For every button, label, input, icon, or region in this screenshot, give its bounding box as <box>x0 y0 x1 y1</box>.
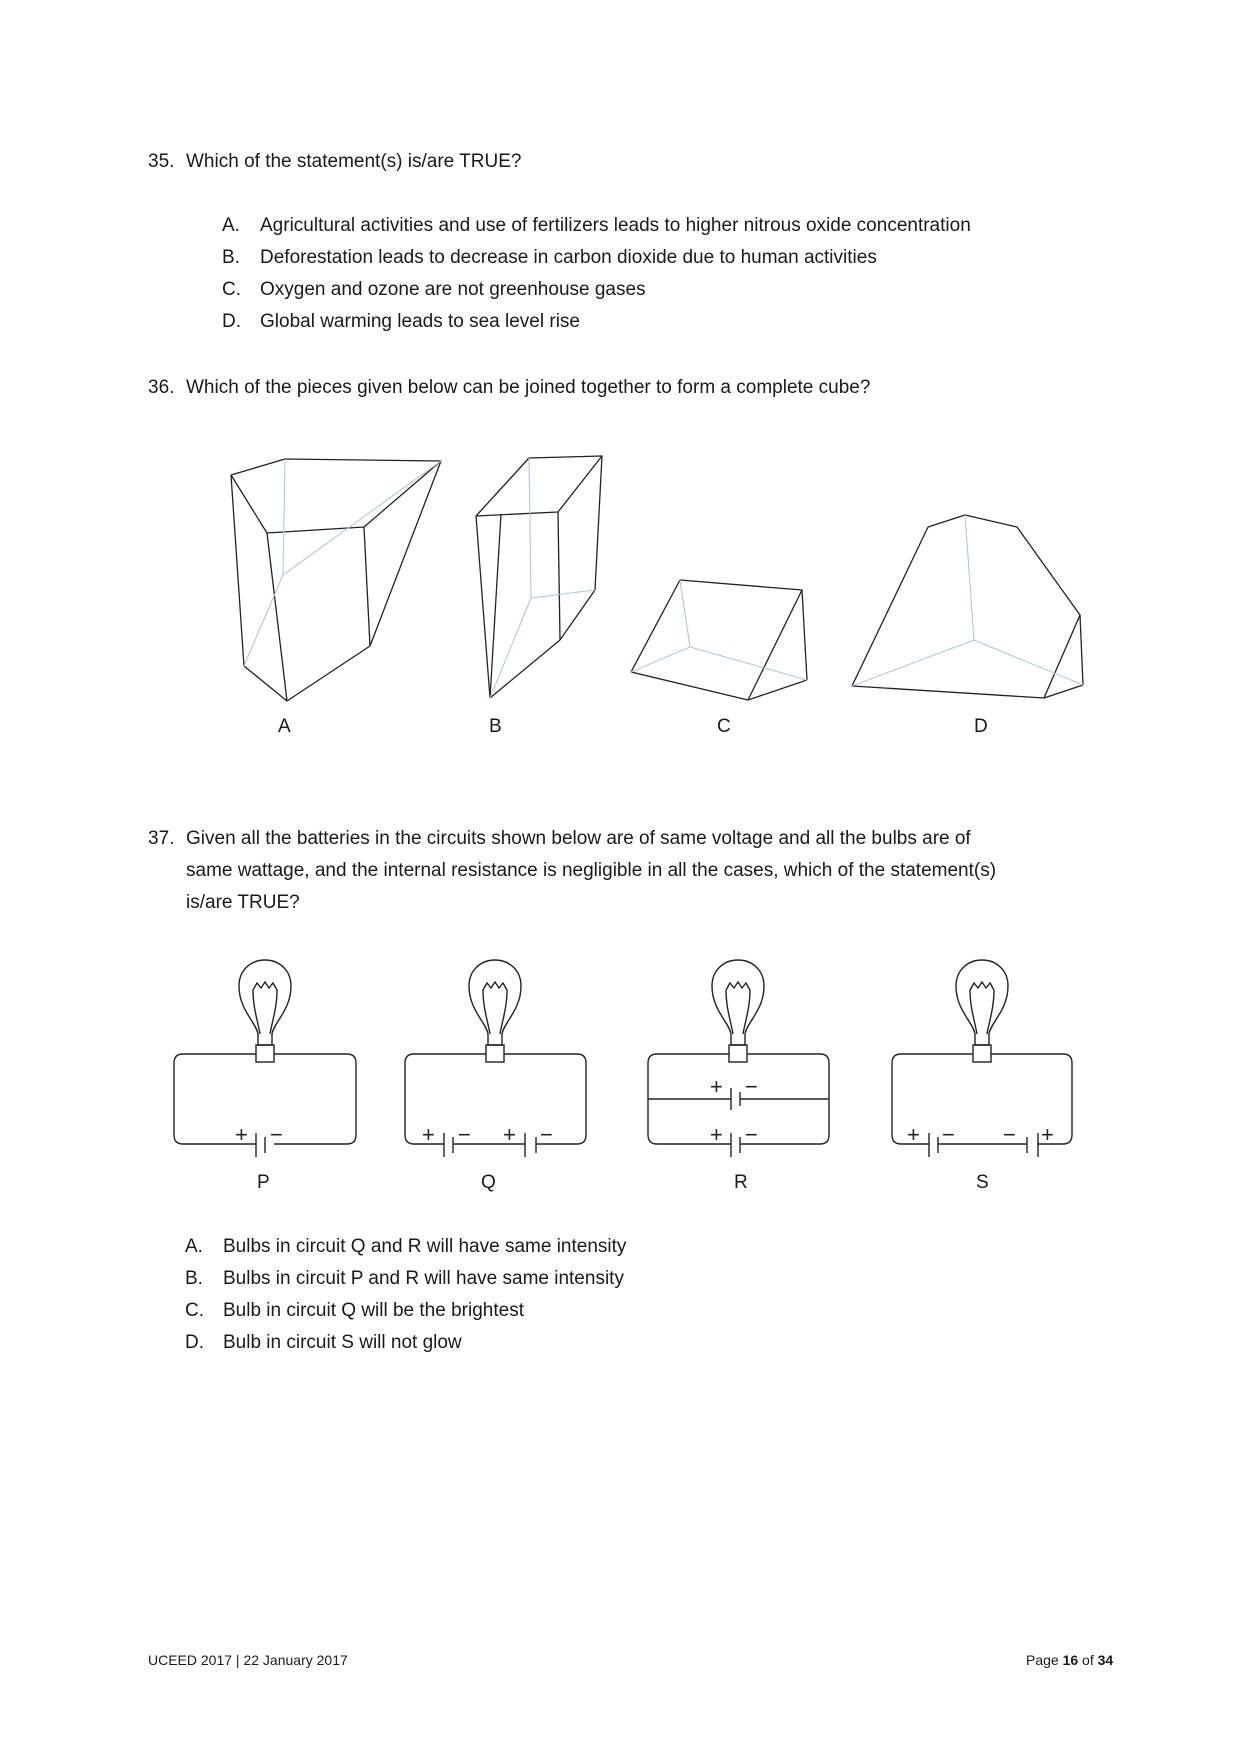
battery-plus-sign: + <box>907 1122 920 1147</box>
figure-label-a: A <box>278 716 291 737</box>
question-text-line: is/are TRUE? <box>186 892 300 913</box>
option-text: Deforestation leads to decrease in carbon dioxide due to human activities <box>260 247 877 268</box>
footer-left: UCEED 2017 | 22 January 2017 <box>148 1652 348 1668</box>
option-letter: C. <box>222 279 241 300</box>
option-c <box>222 274 646 306</box>
option-letter: B. <box>185 1268 203 1289</box>
battery-minus-sign: − <box>540 1122 553 1147</box>
option-c <box>185 1295 524 1327</box>
option-text: Global warming leads to sea level rise <box>260 311 580 332</box>
battery-minus-sign: − <box>745 1074 758 1099</box>
circuit-label-s: S <box>976 1172 989 1193</box>
bulb-icon <box>239 960 291 1062</box>
option-b <box>185 1263 624 1295</box>
battery-plus-sign: + <box>710 1074 723 1099</box>
circuit-label-r: R <box>734 1172 748 1193</box>
option-text: Oxygen and ozone are not greenhouse gases <box>260 279 646 300</box>
option-letter: C. <box>185 1300 204 1321</box>
cube-piece-a <box>231 459 441 701</box>
cube-pieces-figure <box>0 430 1241 770</box>
page-prefix: Page <box>1026 1652 1063 1668</box>
option-text: Agricultural activities and use of fertilizers leads to higher nitrous oxide concentration <box>260 215 971 236</box>
circuits-figure <box>0 950 1241 1180</box>
bulb-icon <box>469 960 521 1062</box>
figure-label-c: C <box>717 716 731 737</box>
option-text: Bulb in circuit Q will be the brightest <box>223 1300 524 1321</box>
option-letter: D. <box>222 311 241 332</box>
page-current: 16 <box>1062 1652 1079 1668</box>
circuit-label-p: P <box>257 1172 270 1193</box>
option-b <box>222 242 877 274</box>
battery-minus-sign: − <box>1003 1122 1016 1147</box>
option-letter: B. <box>222 247 240 268</box>
battery-minus-sign: − <box>745 1122 758 1147</box>
page-total: 34 <box>1097 1652 1114 1668</box>
option-text: Bulbs in circuit Q and R will have same intensity <box>223 1236 627 1257</box>
option-letter: A. <box>222 215 240 236</box>
page-number <box>1026 1652 1113 1668</box>
option-text: Bulbs in circuit P and R will have same intensity <box>223 1268 624 1289</box>
question-text: Which of the statement(s) is/are TRUE? <box>186 151 522 172</box>
question-text-line: same wattage, and the internal resistance is negligible in all the cases, which of the statement(s) <box>186 860 997 881</box>
question-text-line: Given all the batteries in the circuits shown below are of same voltage and all the bulbs are of <box>186 828 971 849</box>
option-d <box>222 306 580 338</box>
figure-label-b: B <box>489 716 502 737</box>
figure-label-d: D <box>974 716 988 737</box>
question-37 <box>148 823 1108 923</box>
option-letter: D. <box>185 1332 204 1353</box>
battery-plus-sign: + <box>1041 1122 1054 1147</box>
battery-plus-sign: + <box>422 1122 435 1147</box>
bulb-icon <box>712 960 764 1062</box>
battery-plus-sign: + <box>235 1122 248 1147</box>
battery-minus-sign: − <box>942 1122 955 1147</box>
circuit-r <box>648 960 829 1157</box>
battery-plus-sign: + <box>710 1122 723 1147</box>
option-text: Bulb in circuit S will not glow <box>223 1332 462 1353</box>
cube-piece-b <box>476 456 602 698</box>
page-of: of <box>1078 1652 1098 1668</box>
option-a <box>222 210 971 242</box>
cube-piece-c <box>631 580 807 700</box>
circuit-p <box>174 960 356 1157</box>
battery-plus-sign: + <box>503 1122 516 1147</box>
question-number: 37. <box>148 828 175 849</box>
option-d <box>185 1327 462 1359</box>
option-letter: A. <box>185 1236 203 1257</box>
battery-minus-sign: − <box>458 1122 471 1147</box>
circuit-label-q: Q <box>481 1172 496 1193</box>
question-text <box>186 823 996 919</box>
question-text: Which of the pieces given below can be joined together to form a complete cube? <box>186 377 871 398</box>
question-number: 36. <box>148 377 175 398</box>
option-a <box>185 1231 626 1263</box>
bulb-icon <box>956 960 1008 1062</box>
question-number: 35. <box>148 151 175 172</box>
battery-minus-sign: − <box>270 1122 283 1147</box>
